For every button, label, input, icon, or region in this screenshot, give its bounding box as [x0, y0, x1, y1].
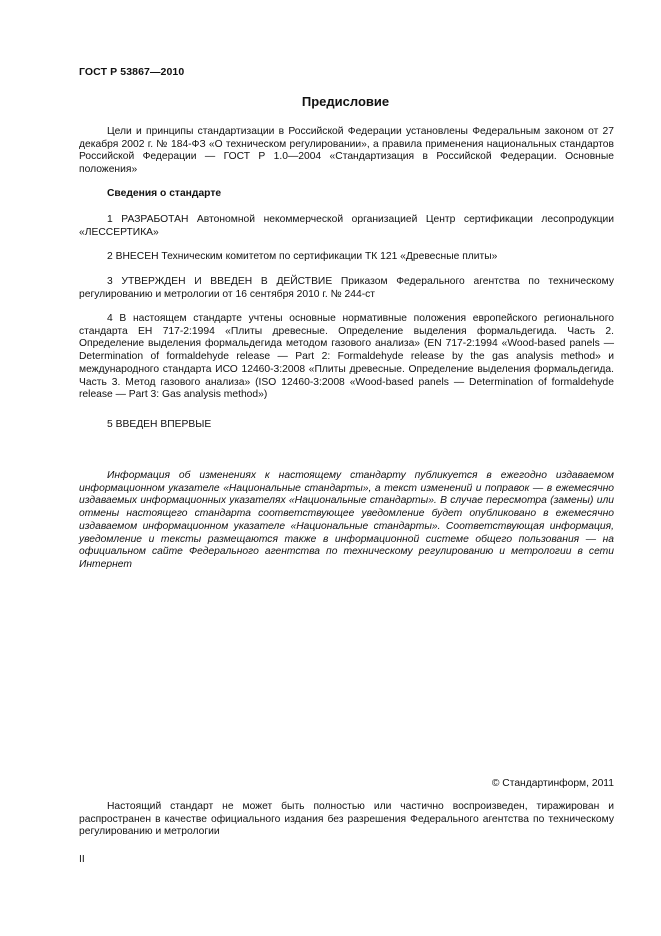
aims-paragraph: Цели и принципы стандартизации в Российской Федерации установлены Федеральным законом от 27 декабря 2002 г. № 184-ФЗ «О техническом регулировании», а правила применения национальных стандартов Российской Федерации — ГОСТ Р 1.0—2004 «Стандартизация в Российской Федерации. Основные положения»: [79, 126, 614, 176]
page-title: Предисловие: [301, 94, 390, 109]
info-item-1: 1 РАЗРАБОТАН Автономной некоммерческой организацией Центр сертификации лесопродукции «ЛЕССЕРТИКА»: [79, 214, 614, 238]
info-item-3: 3 УТВЕРЖДЕН И ВВЕДЕН В ДЕЙСТВИЕ Приказом Федерального агентства по техническому регулированию и метрологии от 16 сентября 2010 г. № 244-ст: [79, 276, 614, 300]
info-item-5: 5 ВВЕДЕН ВПЕРВЫЕ: [107, 419, 212, 430]
info-item-4: 4 В настоящем стандарте учтены основные нормативные положения европейского регионального стандарта ЕН 717-2:1994 «Плиты древесные. Определение выделения формальдегида. Часть 2. Определение выделения формальдегида методом газового анализа» (EN 717-2:1994 «Wood-based panels — Determination of formaldehyde release — Part 2: Formaldehyde release by the gas analysis method» и международного стандарта ИСО 12460-3:2008 «Плиты древесные. Определение выделения формальдегида. Часть 3. Метод газового анализа» (ISO 12460-3:2008 «Wood-based panels — Determination of formaldehyde release — Part 3: Gas analysis method»): [79, 313, 614, 401]
copyright-notice: © Стандартинформ, 2011: [491, 778, 614, 789]
info-item-2: 2 ВНЕСЕН Техническим комитетом по сертификации ТК 121 «Древесные плиты»: [107, 251, 498, 262]
notice-paragraph: Информация об изменениях к настоящему стандарту публикуется в ежегодно издаваемом информационном указателе «Национальные стандарты», а текст изменений и поправок — в ежемесячно издаваемых информационных указателях «Национальные стандарты». В случае пересмотра (замены) или отмены настоящего стандарта соответствующее уведомление будет опубликовано в ежемесячно издаваемом информационном указателе «Национальные стандарты». Соответствующая информация, уведомление и тексты размещаются также в информационной системе общего пользования — на официальном сайте Федерального агентства по техническому регулированию и метрологии в сети Интернет: [79, 470, 614, 570]
page-number: II: [79, 854, 85, 865]
standard-code-header: ГОСТ Р 53867—2010: [79, 66, 185, 78]
info-heading: Сведения о стандарте: [107, 188, 222, 199]
legal-paragraph: Настоящий стандарт не может быть полностью или частично воспроизведен, тиражирован и распространен в качестве официального издания без разрешения Федерального агентства по техническому регулированию и метрологии: [79, 801, 614, 838]
